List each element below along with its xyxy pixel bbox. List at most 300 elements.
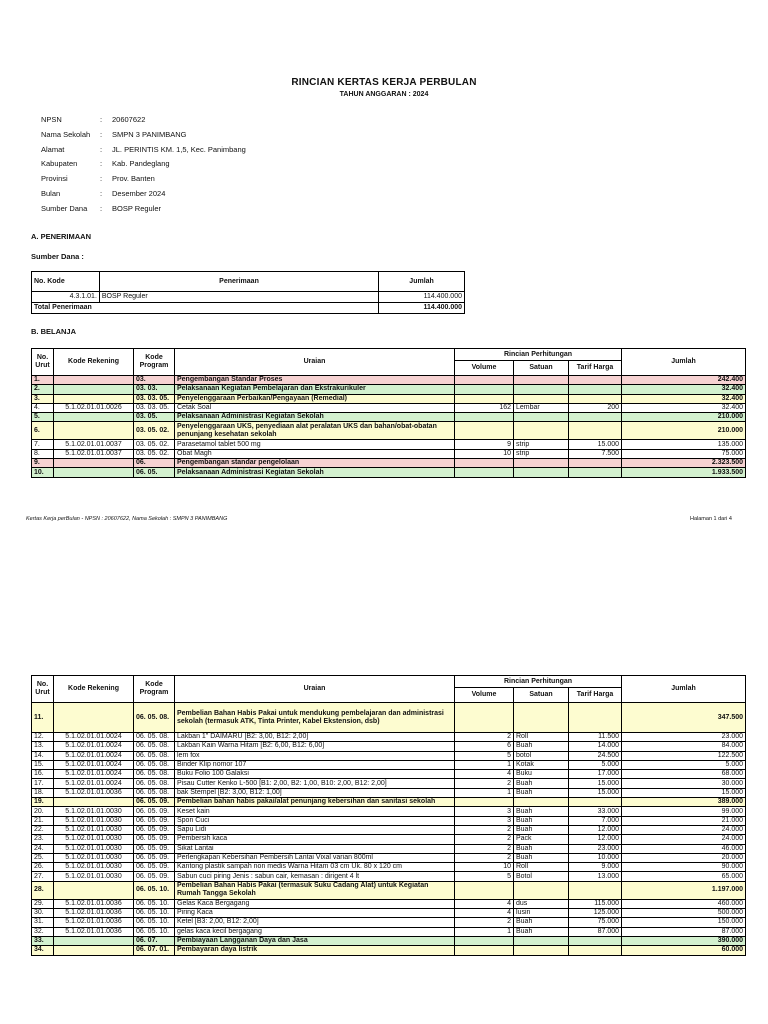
header-no-urut: No. Urut xyxy=(32,676,54,703)
table-row xyxy=(32,385,746,394)
cell-tarif xyxy=(569,413,622,422)
cell-tarif: 12.000 xyxy=(569,825,622,834)
header-tarif-harga: Tarif Harga xyxy=(569,361,622,376)
info-colon: : xyxy=(100,174,103,184)
info-label: Bulan xyxy=(41,188,61,198)
cell-uraian: lem fox xyxy=(175,751,455,760)
cell-kode-program: 06. 05. 10. xyxy=(134,899,175,908)
cell-satuan: Buah xyxy=(514,807,569,816)
cell-no: 2. xyxy=(32,385,54,394)
cell-uraian: Pengembangan standar pengelolaan xyxy=(175,459,455,468)
cell-satuan: strip xyxy=(514,449,569,458)
cell-kode-rekening xyxy=(54,703,134,733)
table-row xyxy=(32,936,746,945)
cell-satuan xyxy=(514,385,569,394)
cell-uraian: Pembersih kaca xyxy=(175,835,455,844)
header-jumlah: Jumlah xyxy=(622,349,746,376)
cell-uraian: Spon Cuci xyxy=(175,816,455,825)
info-label: Alamat xyxy=(41,144,65,154)
cell-jumlah: 20.000 xyxy=(622,853,746,862)
cell-jumlah: 65.000 xyxy=(622,872,746,881)
table-row xyxy=(32,733,746,742)
cell-kode-program: 06. 05. 08. xyxy=(134,770,175,779)
cell-uraian: Sapu Lidi xyxy=(175,825,455,834)
cell-uraian: Gelas Kaca Bergagang xyxy=(175,899,455,908)
cell-uraian: Pelaksanaan Administrasi Kegiatan Sekolah xyxy=(175,413,455,422)
cell-tarif xyxy=(569,385,622,394)
cell-kode-program: 06. 07. xyxy=(134,936,175,945)
cell-kode-rekening: 5.1.02.01.01.0036 xyxy=(54,918,134,927)
table-row xyxy=(32,376,746,385)
cell-tarif: 14.000 xyxy=(569,742,622,751)
header-volume: Volume xyxy=(455,361,514,376)
cell-volume xyxy=(455,413,514,422)
cell-uraian: Pembiayaan Langganan Daya dan Jasa xyxy=(175,936,455,945)
cell-volume xyxy=(455,881,514,899)
cell-jumlah: 84.000 xyxy=(622,742,746,751)
cell-uraian: Pelaksanaan Administrasi Kegiatan Sekolah xyxy=(175,468,455,477)
cell-tarif: 33.000 xyxy=(569,807,622,816)
cell-tarif xyxy=(569,936,622,945)
cell-uraian: Penyelenggaraan Perbaikan/Pengayaan (Remedial) xyxy=(175,394,455,403)
cell-satuan: Buku xyxy=(514,770,569,779)
cell-volume: 9 xyxy=(455,440,514,449)
cell-kode-rekening xyxy=(54,459,134,468)
cell-tarif xyxy=(569,422,622,440)
info-colon: : xyxy=(100,188,103,198)
info-label: NPSN xyxy=(41,115,62,124)
info-row xyxy=(41,189,246,204)
cell-kode-rekening: 5.1.02.01.01.0036 xyxy=(54,788,134,797)
section-belanja-heading: B. BELANJA xyxy=(31,327,77,336)
cell-volume: 2 xyxy=(455,844,514,853)
cell-uraian: Obat Magh xyxy=(175,449,455,458)
cell-tarif: 15.000 xyxy=(569,788,622,797)
cell-kode-rekening: 5.1.02.01.01.0024 xyxy=(54,760,134,769)
cell-uraian: Perlengkapan Kebersihan Pembersih Lantai Vixal varian 800ml xyxy=(175,853,455,862)
cell-kode-program: 06. 05. 09. xyxy=(134,853,175,862)
cell-volume xyxy=(455,946,514,955)
cell-volume: 6 xyxy=(455,742,514,751)
cell-tarif: 9.000 xyxy=(569,863,622,872)
cell-kode-rekening xyxy=(54,422,134,440)
cell-uraian: gelas kaca kecil bergagang xyxy=(175,927,455,936)
cell-jumlah: 30.000 xyxy=(622,779,746,788)
cell-uraian: Kantong plastik sampah non medis Warna Hitam 03 cm Uk. 80 x 120 cm xyxy=(175,863,455,872)
cell-uraian: Sabun cuci piring Jenis : sabun cair, kemasan : dirigent 4 lt xyxy=(175,872,455,881)
cell-jumlah: 1.933.500 xyxy=(622,468,746,477)
cell-satuan xyxy=(514,946,569,955)
cell-tarif: 200 xyxy=(569,403,622,412)
cell-no: 24. xyxy=(32,844,54,853)
info-row xyxy=(41,204,246,219)
cell-satuan xyxy=(514,703,569,733)
cell-jumlah: 500.000 xyxy=(622,909,746,918)
cell-volume xyxy=(455,394,514,403)
cell-jumlah: 150.000 xyxy=(622,918,746,927)
cell-satuan: Buah xyxy=(514,825,569,834)
header-satuan: Satuan xyxy=(514,688,569,703)
cell-kode-rekening xyxy=(54,468,134,477)
cell-volume: 5 xyxy=(455,751,514,760)
cell-kode-program: 06. 05. 10. xyxy=(134,918,175,927)
cell-volume: 3 xyxy=(455,816,514,825)
cell-tarif: 10.000 xyxy=(569,853,622,862)
cell-satuan xyxy=(514,459,569,468)
cell-jumlah: 23.000 xyxy=(622,733,746,742)
cell-no: 14. xyxy=(32,751,54,760)
info-label: Nama Sekolah xyxy=(41,129,91,139)
cell-volume: 2 xyxy=(455,825,514,834)
info-colon: : xyxy=(100,203,103,213)
table-row xyxy=(32,703,746,733)
info-value: Kab. Pandeglang xyxy=(112,159,170,169)
cell-volume xyxy=(455,468,514,477)
cell-jumlah: 21.000 xyxy=(622,816,746,825)
header-jumlah: Jumlah xyxy=(622,676,746,703)
cell-kode-program: 06. 05. 10. xyxy=(134,881,175,899)
cell-tarif: 7.000 xyxy=(569,816,622,825)
cell-kode-rekening: 5.1.02.01.01.0026 xyxy=(54,403,134,412)
cell-no: 26. xyxy=(32,863,54,872)
cell-volume: 4 xyxy=(455,770,514,779)
info-label: Kabupaten xyxy=(41,159,78,169)
cell-no: 22. xyxy=(32,825,54,834)
cell-kode-program: 03. 05. 02. xyxy=(134,422,175,440)
info-value: JL. PERINTIS KM. 1,5, Kec. Panimbang xyxy=(112,144,246,154)
cell-kode-program: 03. 05. xyxy=(134,413,175,422)
table-row xyxy=(32,459,746,468)
cell-kode-program: 06. 05. 09. xyxy=(134,835,175,844)
penerimaan-jumlah: 114.400.000 xyxy=(379,292,465,303)
table-row-total xyxy=(32,303,465,314)
cell-tarif: 12.000 xyxy=(569,835,622,844)
cell-satuan: Roll xyxy=(514,733,569,742)
info-row xyxy=(41,159,246,174)
cell-kode-program: 06. 05. 08. xyxy=(134,742,175,751)
header-kode-program: Kode Program xyxy=(134,676,175,703)
cell-no: 20. xyxy=(32,807,54,816)
cell-kode-program: 03. 03. 05. xyxy=(134,403,175,412)
cell-kode-rekening xyxy=(54,881,134,899)
cell-kode-program: 06. 05. 08. xyxy=(134,733,175,742)
cell-uraian: Lakban 1" DAIMARU [B2: 3,00, B12: 2,00] xyxy=(175,733,455,742)
cell-jumlah: 242.400 xyxy=(622,376,746,385)
cell-kode-program: 06. 05. 09. xyxy=(134,863,175,872)
table-row xyxy=(32,403,746,412)
cell-tarif xyxy=(569,468,622,477)
info-label: Provinsi xyxy=(41,174,68,184)
cell-volume xyxy=(455,936,514,945)
cell-kode-rekening: 5.1.02.01.01.0030 xyxy=(54,807,134,816)
cell-uraian: Pelaksanaan Kegiatan Pembelajaran dan Ekstrakurikuler xyxy=(175,385,455,394)
cell-kode-rekening xyxy=(54,394,134,403)
cell-kode-program: 06. 05. 10. xyxy=(134,927,175,936)
info-value: Desember 2024 xyxy=(112,188,166,198)
info-row xyxy=(41,130,246,145)
cell-no: 34. xyxy=(32,946,54,955)
info-row xyxy=(41,115,246,130)
cell-satuan xyxy=(514,798,569,807)
cell-no: 8. xyxy=(32,449,54,458)
cell-uraian: Pisau Cutter Kenko L-500 [B1: 2,00, B2: 1,00, B10: 2,00, B12: 2,00] xyxy=(175,779,455,788)
cell-jumlah: 389.000 xyxy=(622,798,746,807)
cell-satuan xyxy=(514,413,569,422)
table-row xyxy=(32,440,746,449)
table-row xyxy=(32,844,746,853)
cell-kode-program: 06. 05. 08. xyxy=(134,751,175,760)
cell-kode-rekening: 5.1.02.01.01.0024 xyxy=(54,779,134,788)
cell-volume: 2 xyxy=(455,835,514,844)
cell-uraian: bak Stempel [B2: 3,00, B12: 1,00] xyxy=(175,788,455,797)
cell-jumlah: 90.000 xyxy=(622,863,746,872)
cell-satuan: Pack xyxy=(514,835,569,844)
cell-no: 32. xyxy=(32,927,54,936)
header-kode-rekening: Kode Rekening xyxy=(54,676,134,703)
cell-jumlah: 75.000 xyxy=(622,449,746,458)
table-row xyxy=(32,742,746,751)
cell-tarif: 24.500 xyxy=(569,751,622,760)
page-subtitle: TAHUN ANGGARAN : 2024 xyxy=(339,91,429,98)
cell-tarif: 125.000 xyxy=(569,909,622,918)
cell-satuan xyxy=(514,376,569,385)
cell-no: 12. xyxy=(32,733,54,742)
cell-no: 29. xyxy=(32,899,54,908)
info-colon: : xyxy=(100,144,103,154)
info-value: BOSP Reguler xyxy=(112,203,162,213)
cell-satuan xyxy=(514,468,569,477)
table-row xyxy=(32,918,746,927)
cell-no: 21. xyxy=(32,816,54,825)
cell-uraian: Keset kain xyxy=(175,807,455,816)
cell-kode-rekening: 5.1.02.01.01.0030 xyxy=(54,872,134,881)
cell-volume: 2 xyxy=(455,779,514,788)
cell-kode-rekening: 5.1.02.01.01.0030 xyxy=(54,853,134,862)
school-info xyxy=(41,115,246,219)
belanja-table-page2 xyxy=(31,675,746,956)
cell-no: 19. xyxy=(32,798,54,807)
cell-jumlah: 122.500 xyxy=(622,751,746,760)
cell-kode-rekening xyxy=(54,798,134,807)
cell-jumlah: 32.400 xyxy=(622,385,746,394)
cell-kode-rekening: 5.1.02.01.01.0024 xyxy=(54,770,134,779)
cell-uraian: Piring Kaca xyxy=(175,909,455,918)
header-uraian: Uraian xyxy=(175,676,455,703)
cell-kode-program: 06. 05. 08. xyxy=(134,788,175,797)
cell-kode-rekening: 5.1.02.01.01.0024 xyxy=(54,742,134,751)
header-rincian-perhitungan: Rincian Perhitungan xyxy=(455,349,622,361)
cell-no: 16. xyxy=(32,770,54,779)
penerimaan-table xyxy=(31,271,465,314)
cell-jumlah: 46.000 xyxy=(622,844,746,853)
cell-kode-program: 06. 05. 08. xyxy=(134,779,175,788)
cell-satuan: lusin xyxy=(514,909,569,918)
total-penerimaan-value: 114.400.000 xyxy=(379,303,465,314)
cell-kode-rekening: 5.1.02.01.01.0037 xyxy=(54,449,134,458)
cell-tarif xyxy=(569,394,622,403)
table-row xyxy=(32,909,746,918)
cell-uraian: Parasetamol tablet 500 mg xyxy=(175,440,455,449)
cell-volume: 10 xyxy=(455,863,514,872)
cell-no: 4. xyxy=(32,403,54,412)
cell-kode-program: 06. 05. 09. xyxy=(134,816,175,825)
cell-no: 3. xyxy=(32,394,54,403)
cell-satuan: dus xyxy=(514,899,569,908)
table-row xyxy=(32,413,746,422)
cell-kode-program: 06. 05. 09. xyxy=(134,825,175,834)
header-kode-program: Kode Program xyxy=(134,349,175,376)
table-row xyxy=(32,760,746,769)
table-row xyxy=(32,292,465,303)
cell-satuan: Botol xyxy=(514,872,569,881)
cell-tarif: 13.000 xyxy=(569,872,622,881)
cell-jumlah: 87.000 xyxy=(622,927,746,936)
cell-jumlah: 390.000 xyxy=(622,936,746,945)
cell-kode-program: 06. 07. 01. xyxy=(134,946,175,955)
cell-tarif: 17.000 xyxy=(569,770,622,779)
info-row xyxy=(41,174,246,189)
cell-satuan xyxy=(514,881,569,899)
cell-satuan: Buah xyxy=(514,844,569,853)
cell-tarif: 87.000 xyxy=(569,927,622,936)
sumber-dana-label: Sumber Dana : xyxy=(31,252,84,261)
cell-tarif: 115.000 xyxy=(569,899,622,908)
cell-kode-rekening xyxy=(54,413,134,422)
cell-kode-program: 03. 05. 02. xyxy=(134,449,175,458)
cell-no: 18. xyxy=(32,788,54,797)
cell-no: 15. xyxy=(32,760,54,769)
table-row xyxy=(32,394,746,403)
cell-satuan: Lembar xyxy=(514,403,569,412)
cell-tarif xyxy=(569,459,622,468)
cell-kode-program: 03. 03. xyxy=(134,385,175,394)
cell-kode-rekening: 5.1.02.01.01.0030 xyxy=(54,816,134,825)
footer-page-number: Halaman 1 dari 4 xyxy=(690,516,732,522)
cell-jumlah: 1.197.000 xyxy=(622,881,746,899)
cell-kode-rekening: 5.1.02.01.01.0024 xyxy=(54,733,134,742)
cell-no: 28. xyxy=(32,881,54,899)
cell-tarif: 5.000 xyxy=(569,760,622,769)
cell-uraian: Cetak Soal xyxy=(175,403,455,412)
cell-jumlah: 5.000 xyxy=(622,760,746,769)
table-row xyxy=(32,816,746,825)
cell-no: 33. xyxy=(32,936,54,945)
cell-satuan: strip xyxy=(514,440,569,449)
header-no-urut: No. Urut xyxy=(32,349,54,376)
cell-uraian: Pembelian Bahan Habis Pakai (termasuk Suku Cadang Alat) untuk Kegiatan Rumah Tangga Sekolah xyxy=(175,881,455,899)
cell-kode-rekening xyxy=(54,385,134,394)
cell-no: 13. xyxy=(32,742,54,751)
header-volume: Volume xyxy=(455,688,514,703)
cell-uraian: Ketel [B3: 2,00, B12: 2,00] xyxy=(175,918,455,927)
cell-satuan: botol xyxy=(514,751,569,760)
page-title: RINCIAN KERTAS KERJA PERBULAN xyxy=(291,77,477,88)
cell-no: 27. xyxy=(32,872,54,881)
cell-kode-program: 06. 05. 09. xyxy=(134,798,175,807)
cell-kode-program: 06. 05. xyxy=(134,468,175,477)
cell-volume xyxy=(455,459,514,468)
cell-volume: 2 xyxy=(455,733,514,742)
cell-jumlah: 60.000 xyxy=(622,946,746,955)
cell-tarif xyxy=(569,798,622,807)
cell-satuan: Roll xyxy=(514,863,569,872)
cell-kode-program: 06. 05. 08. xyxy=(134,703,175,733)
cell-uraian: Sikat Lantai xyxy=(175,844,455,853)
cell-no: 17. xyxy=(32,779,54,788)
cell-satuan: Buah xyxy=(514,779,569,788)
info-value: SMPN 3 PANIMBANG xyxy=(112,129,187,139)
cell-volume: 2 xyxy=(455,853,514,862)
info-label: Sumber Dana xyxy=(41,203,88,213)
cell-kode-program: 06. 05. 10. xyxy=(134,909,175,918)
cell-tarif: 23.000 xyxy=(569,844,622,853)
cell-volume: 10 xyxy=(455,449,514,458)
table-row xyxy=(32,946,746,955)
cell-jumlah: 99.000 xyxy=(622,807,746,816)
cell-tarif xyxy=(569,376,622,385)
cell-tarif: 75.000 xyxy=(569,918,622,927)
cell-kode-rekening xyxy=(54,376,134,385)
cell-no: 6. xyxy=(32,422,54,440)
cell-kode-program: 03. xyxy=(134,376,175,385)
cell-satuan: Kotak xyxy=(514,760,569,769)
cell-no: 30. xyxy=(32,909,54,918)
cell-volume: 162 xyxy=(455,403,514,412)
cell-satuan xyxy=(514,936,569,945)
cell-no: 23. xyxy=(32,835,54,844)
cell-satuan: Buah xyxy=(514,816,569,825)
cell-kode-rekening: 5.1.02.01.01.0030 xyxy=(54,825,134,834)
table-row xyxy=(32,927,746,936)
info-value: 20607622 xyxy=(112,115,146,124)
header-uraian: Uraian xyxy=(175,349,455,376)
table-row xyxy=(32,422,746,440)
penerimaan-kode: 4.3.1.01. xyxy=(32,292,100,303)
cell-uraian: Pengembangan Standar Proses xyxy=(175,376,455,385)
cell-jumlah: 210.000 xyxy=(622,422,746,440)
cell-volume xyxy=(455,703,514,733)
cell-tarif xyxy=(569,881,622,899)
table-row xyxy=(32,751,746,760)
cell-kode-rekening: 5.1.02.01.01.0030 xyxy=(54,844,134,853)
cell-kode-rekening: 5.1.02.01.01.0030 xyxy=(54,835,134,844)
cell-volume: 5 xyxy=(455,872,514,881)
cell-jumlah: 15.000 xyxy=(622,788,746,797)
cell-satuan xyxy=(514,422,569,440)
cell-jumlah: 24.000 xyxy=(622,835,746,844)
table-row xyxy=(32,468,746,477)
table-row xyxy=(32,881,746,899)
cell-kode-rekening: 5.1.02.01.01.0036 xyxy=(54,899,134,908)
cell-kode-rekening xyxy=(54,936,134,945)
header-satuan: Satuan xyxy=(514,361,569,376)
info-colon: : xyxy=(100,115,103,124)
cell-jumlah: 210.000 xyxy=(622,413,746,422)
table-row xyxy=(32,449,746,458)
total-penerimaan-label: Total Penerimaan xyxy=(32,303,379,314)
cell-volume: 2 xyxy=(455,918,514,927)
cell-uraian: Lakban Kain Warna Hitam [B2: 6,00, B12: 6,00] xyxy=(175,742,455,751)
cell-kode-rekening: 5.1.02.01.01.0036 xyxy=(54,909,134,918)
cell-kode-program: 06. 05. 09. xyxy=(134,844,175,853)
cell-jumlah: 32.400 xyxy=(622,403,746,412)
cell-volume: 4 xyxy=(455,899,514,908)
cell-satuan xyxy=(514,394,569,403)
cell-kode-program: 06. 05. 08. xyxy=(134,760,175,769)
cell-tarif: 15.000 xyxy=(569,779,622,788)
cell-tarif: 7.500 xyxy=(569,449,622,458)
cell-satuan: Buah xyxy=(514,927,569,936)
